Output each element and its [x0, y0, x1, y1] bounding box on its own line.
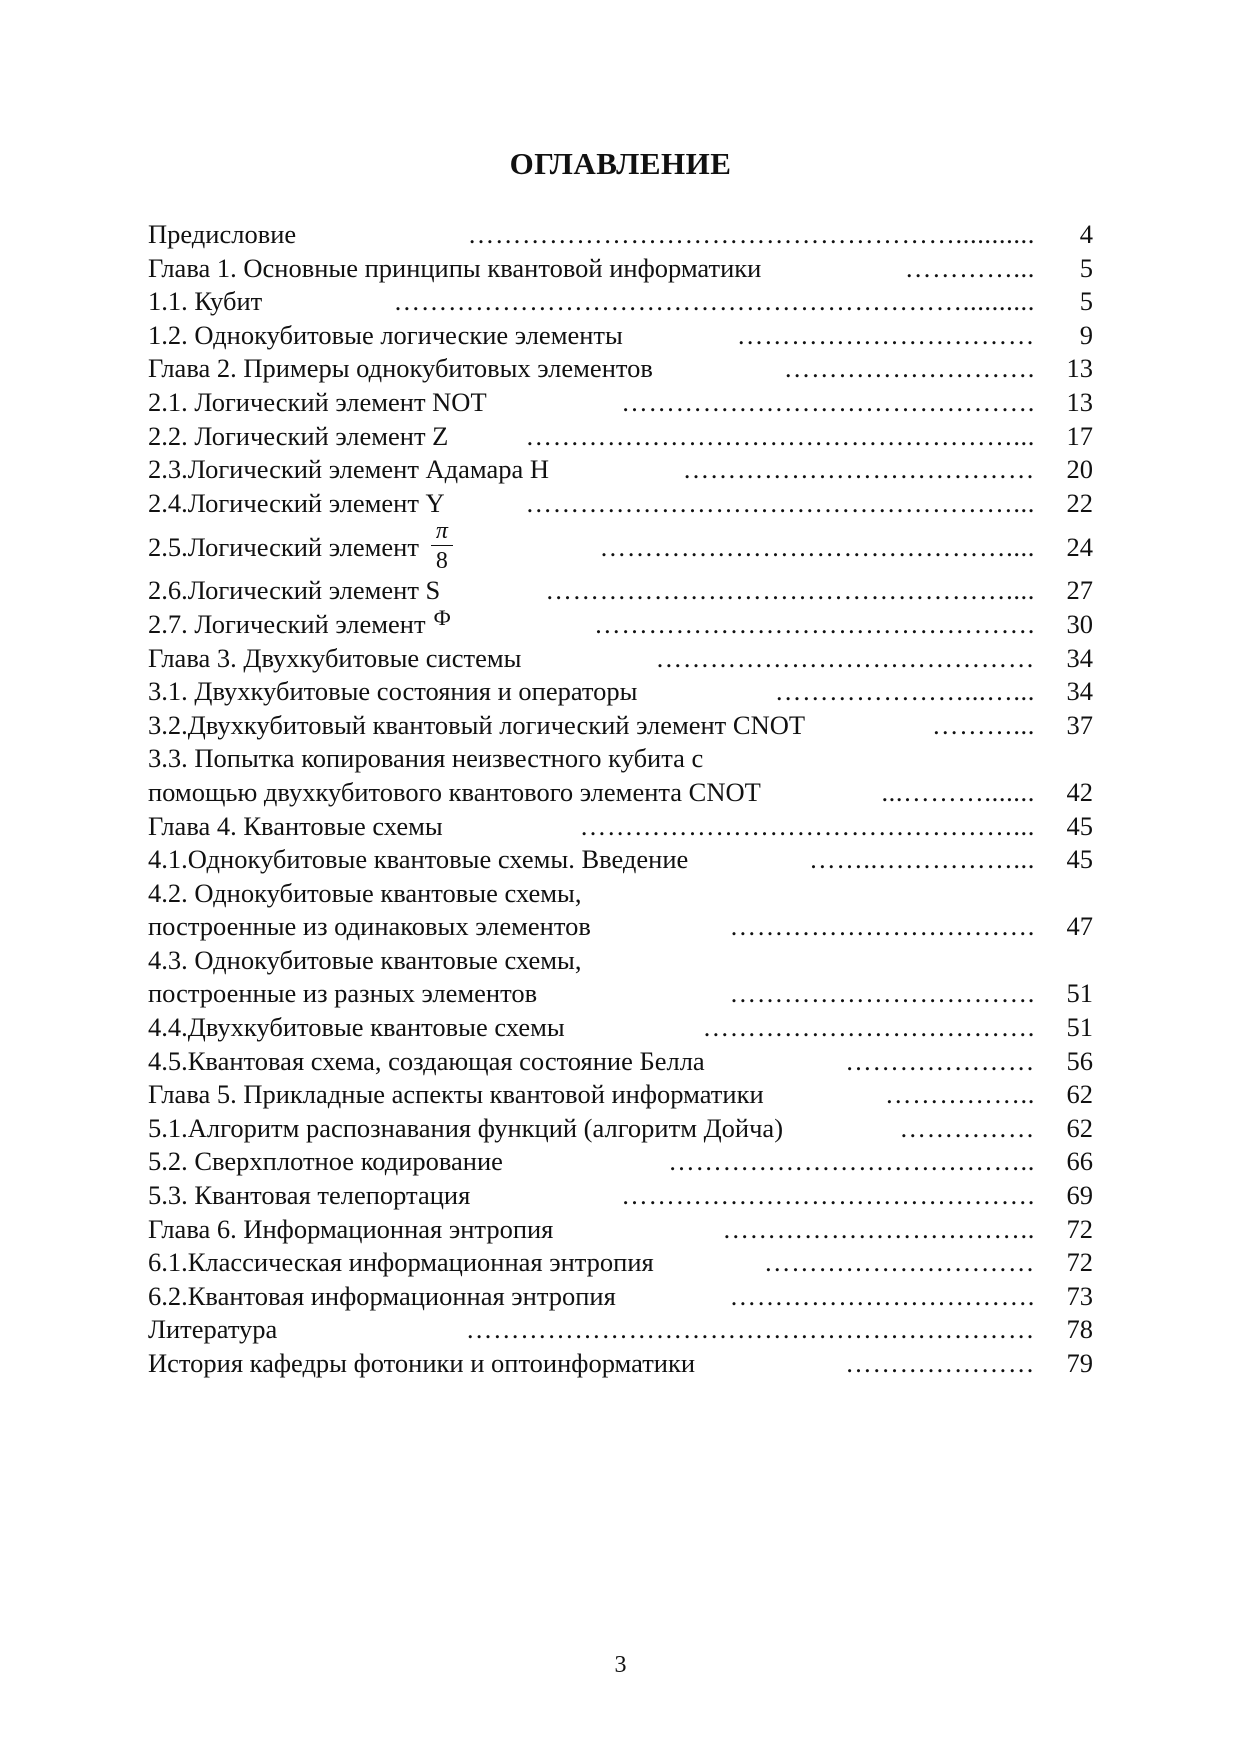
toc-entry — [148, 1011, 1093, 1045]
toc-page-number: 51 — [1066, 1012, 1093, 1043]
toc-page-number: 20 — [1066, 454, 1093, 485]
toc-entry-label — [148, 319, 623, 353]
toc-leader-dots: …………………………………………... — [579, 810, 1035, 841]
toc-entry-label — [148, 487, 445, 521]
toc-entry — [148, 352, 1093, 386]
toc-entry-label — [148, 1179, 470, 1213]
toc-entry-label — [148, 709, 805, 743]
toc-page-number: 13 — [1066, 386, 1093, 417]
toc-entry-title: 2.4.Логический элемент Y — [148, 487, 445, 518]
toc-entry — [148, 487, 1093, 521]
toc-entry-label — [148, 1313, 277, 1347]
toc-entry-title: 2.1. Логический элемент NOT — [148, 386, 487, 417]
toc-entry — [148, 285, 1093, 319]
toc-entry-label — [148, 1078, 764, 1112]
toc-page-number: 72 — [1066, 1213, 1093, 1244]
toc-entry-label — [148, 977, 537, 1011]
table-of-contents — [148, 218, 1093, 1381]
toc-entry-title: Глава 6. Информационная энтропия — [148, 1213, 554, 1244]
toc-leader-dots: …………………………….. — [722, 1213, 1035, 1244]
toc-entry — [148, 453, 1093, 487]
toc-entry — [148, 1246, 1093, 1280]
toc-entry-title: 2.3.Логический элемент Адамара Н — [148, 454, 550, 485]
toc-entry-title: Глава 2. Примеры однокубитовых элементов — [148, 353, 653, 384]
toc-leader-dots: ………………………………….. — [668, 1146, 1035, 1177]
toc-page-number: 37 — [1066, 709, 1093, 740]
toc-entry-label — [148, 1246, 654, 1280]
toc-page-number: 24 — [1066, 532, 1093, 563]
toc-entry — [148, 1213, 1093, 1247]
toc-entry-label — [148, 1347, 695, 1381]
toc-entry — [148, 1280, 1093, 1314]
toc-entry-label — [148, 1112, 783, 1146]
toc-page-number: 78 — [1066, 1314, 1093, 1345]
toc-page-number: 66 — [1066, 1146, 1093, 1177]
toc-entry — [148, 1145, 1093, 1179]
toc-entry-label — [148, 352, 653, 386]
toc-leader-dots: ………………………. — [783, 353, 1035, 384]
toc-entry-title: 4.4.Двухкубитовые квантовые схемы — [148, 1012, 565, 1043]
toc-entry-title: 4.1.Однокубитовые квантовые схемы. Введение — [148, 844, 689, 875]
toc-leader-dots: ………... — [932, 709, 1035, 740]
toc-entry-label — [148, 285, 262, 319]
toc-page-number: 30 — [1066, 608, 1093, 639]
toc-entry — [148, 709, 1093, 743]
toc-leader-dots: ………………………………………. — [621, 386, 1035, 417]
toc-entry-title: 3.2.Двухкубитовый квантовый логический элемент CNOT — [148, 709, 806, 740]
toc-leader-dots: ………………………………………………........... — [467, 219, 1035, 249]
toc-leader-dots: …………………………………… — [655, 642, 1035, 673]
toc-entry — [148, 420, 1093, 454]
toc-entry-label — [148, 810, 443, 844]
toc-entry-label — [148, 742, 703, 776]
toc-leader-dots: ……………………………………………………… — [465, 1314, 1035, 1345]
toc-leader-dots: ………………………………………. — [621, 1180, 1035, 1211]
toc-entry — [148, 386, 1093, 420]
toc-entry-label — [148, 453, 549, 487]
phi-symbol: Ф — [433, 604, 451, 630]
toc-entry-label — [148, 386, 487, 420]
toc-entry — [148, 642, 1093, 676]
toc-page-number: 5 — [1079, 286, 1093, 317]
toc-entry-title: Глава 4. Квантовые схемы — [148, 810, 443, 841]
toc-page-number: 34 — [1066, 642, 1093, 673]
toc-entry-title: Глава 3. Двухкубитовые системы — [148, 642, 522, 673]
toc-leader-dots: ……..……………... — [809, 844, 1035, 875]
toc-leader-dots: ……………………………………………………….......... — [393, 286, 1035, 317]
toc-entry-title: помощью двухкубитового квантового элемента CNOT — [148, 776, 761, 807]
toc-entry — [148, 944, 1093, 978]
fraction-numerator: π — [435, 518, 448, 545]
toc-entry — [148, 742, 1093, 776]
toc-page-number: 69 — [1066, 1180, 1093, 1211]
fraction-denominator: 8 — [435, 548, 448, 575]
toc-page-number: 13 — [1066, 353, 1093, 384]
toc-leader-dots: ………………………………………………... — [525, 420, 1035, 451]
toc-page-number: 62 — [1066, 1112, 1093, 1143]
toc-entry-label — [148, 574, 440, 608]
toc-entry — [148, 1347, 1093, 1381]
toc-page-number: 17 — [1066, 420, 1093, 451]
toc-entry-title: построенные из одинаковых элементов — [148, 911, 591, 942]
toc-entry — [148, 1078, 1093, 1112]
toc-entry — [148, 252, 1093, 286]
toc-page-number: 45 — [1066, 810, 1093, 841]
toc-entry-label — [148, 604, 451, 643]
toc-leader-dots: …………….. — [885, 1079, 1035, 1110]
toc-page-number: 34 — [1066, 676, 1093, 707]
toc-entry-title: 6.1.Классическая информационная энтропия — [148, 1247, 654, 1278]
toc-entry-title: 1.2. Однокубитовые логические элементы — [148, 319, 623, 350]
toc-entry — [148, 675, 1093, 709]
toc-page-number: 4 — [1079, 219, 1093, 249]
toc-page-number: 47 — [1066, 911, 1093, 942]
toc-entry — [148, 574, 1093, 608]
toc-entry — [148, 977, 1093, 1011]
toc-entry-title: 5.2. Сверхплотное кодирование — [148, 1146, 503, 1177]
toc-entry-title: 2.6.Логический элемент S — [148, 575, 441, 606]
toc-entry-title: 4.5.Квантовая схема, создающая состояние Белла — [148, 1045, 705, 1076]
toc-page-number: 42 — [1066, 776, 1093, 807]
toc-entry — [148, 604, 1093, 642]
toc-page-number: 22 — [1066, 487, 1093, 518]
toc-leader-dots: ……………………………. — [729, 1280, 1035, 1311]
toc-page-number: 5 — [1079, 252, 1093, 283]
toc-leader-dots: …………………………… — [736, 319, 1035, 350]
toc-entry — [148, 910, 1093, 944]
toc-entry-title: Глава 1. Основные принципы квантовой информатики — [148, 252, 762, 283]
toc-entry-title: 2.5.Логический элемент — [148, 532, 419, 563]
toc-page-number: 51 — [1066, 978, 1093, 1009]
toc-entry — [148, 1313, 1093, 1347]
toc-entry — [148, 843, 1093, 877]
toc-entry-title: 5.3. Квантовая телепортация — [148, 1180, 471, 1211]
toc-leader-dots: ...………....... — [881, 776, 1035, 807]
toc-leader-dots: …………… — [899, 1112, 1035, 1143]
toc-entry-title: 1.1. Кубит — [148, 286, 263, 317]
toc-entry-title: 2.7. Логический элемент — [148, 608, 426, 639]
toc-entry — [148, 877, 1093, 911]
toc-entry-label — [148, 218, 296, 252]
toc-entry — [148, 1045, 1093, 1079]
toc-entry-label — [148, 1145, 503, 1179]
toc-page-number: 56 — [1066, 1045, 1093, 1076]
toc-entry-label — [148, 877, 581, 911]
toc-entry-title: Предисловие — [148, 219, 297, 249]
toc-leader-dots: …………………………………………….... — [545, 575, 1035, 606]
toc-leader-dots: ………………………………………………... — [525, 487, 1035, 518]
toc-entry-label — [148, 1011, 565, 1045]
toc-entry-title: 5.1.Алгоритм распознавания функций (алгоритм Дойча) — [148, 1112, 784, 1143]
toc-leader-dots: ………………………………… — [682, 454, 1035, 485]
toc-page-number: 73 — [1066, 1280, 1093, 1311]
toc-entry — [148, 520, 1093, 574]
toc-entry-label — [148, 1280, 616, 1314]
pi-over-eight-fraction — [431, 519, 453, 573]
toc-entry-title: История кафедры фотоники и оптоинформатики — [148, 1348, 696, 1378]
toc-entry-label — [148, 642, 521, 676]
toc-leader-dots: …………... — [904, 252, 1035, 283]
toc-entry — [148, 1179, 1093, 1213]
toc-entry — [148, 810, 1093, 844]
toc-entry-label — [148, 1045, 705, 1079]
toc-leader-dots: ………………………………. — [702, 1012, 1035, 1043]
toc-page-number: 27 — [1066, 575, 1093, 606]
toc-entry-title: 4.3. Однокубитовые квантовые схемы, — [148, 944, 582, 975]
toc-leader-dots: ………………… — [845, 1348, 1035, 1378]
toc-entry — [148, 218, 1093, 252]
toc-entry-label — [148, 776, 761, 810]
page-number: 3 — [614, 1652, 627, 1678]
toc-leader-dots: …………………………………………. — [594, 608, 1035, 639]
toc-entry-title: 6.2.Квантовая информационная энтропия — [148, 1280, 616, 1311]
toc-page-number: 62 — [1066, 1079, 1093, 1110]
toc-entry-label — [148, 252, 761, 286]
toc-entry-title: 2.2. Логический элемент Z — [148, 420, 449, 451]
toc-entry-label — [148, 910, 591, 944]
toc-leader-dots: …………………...…... — [774, 676, 1035, 707]
toc-page-number: 72 — [1066, 1247, 1093, 1278]
toc-leader-dots: ………………… — [845, 1045, 1035, 1076]
toc-entry-label — [148, 1213, 553, 1247]
toc-entry-label — [148, 843, 688, 877]
toc-entry-title: 3.3. Попытка копирования неизвестного кубита с — [148, 743, 704, 774]
toc-entry-label — [148, 420, 448, 454]
toc-leader-dots: ………………………… — [764, 1247, 1035, 1278]
toc-entry-title: Литература — [148, 1314, 278, 1345]
toc-entry — [148, 1112, 1093, 1146]
toc-title: ОГЛАВЛЕНИЕ — [509, 146, 732, 181]
toc-entry-label — [148, 675, 637, 709]
toc-leader-dots: ……………………………. — [729, 911, 1035, 942]
toc-entry-title: построенные из разных элементов — [148, 978, 538, 1009]
toc-entry-title: 4.2. Однокубитовые квантовые схемы, — [148, 877, 582, 908]
toc-entry-label — [148, 520, 453, 577]
toc-entry-label — [148, 944, 581, 978]
toc-entry-title: Глава 5. Прикладные аспекты квантовой информатики — [148, 1079, 764, 1110]
toc-entry — [148, 776, 1093, 810]
toc-entry-title: 3.1. Двухкубитовые состояния и операторы — [148, 676, 638, 707]
toc-page-number: 9 — [1079, 319, 1093, 350]
toc-leader-dots: ……………………………………….... — [599, 532, 1035, 563]
toc-page-number: 45 — [1066, 844, 1093, 875]
toc-page-number: 79 — [1066, 1348, 1093, 1378]
toc-entry — [148, 319, 1093, 353]
toc-leader-dots: ……………………………. — [729, 978, 1035, 1009]
